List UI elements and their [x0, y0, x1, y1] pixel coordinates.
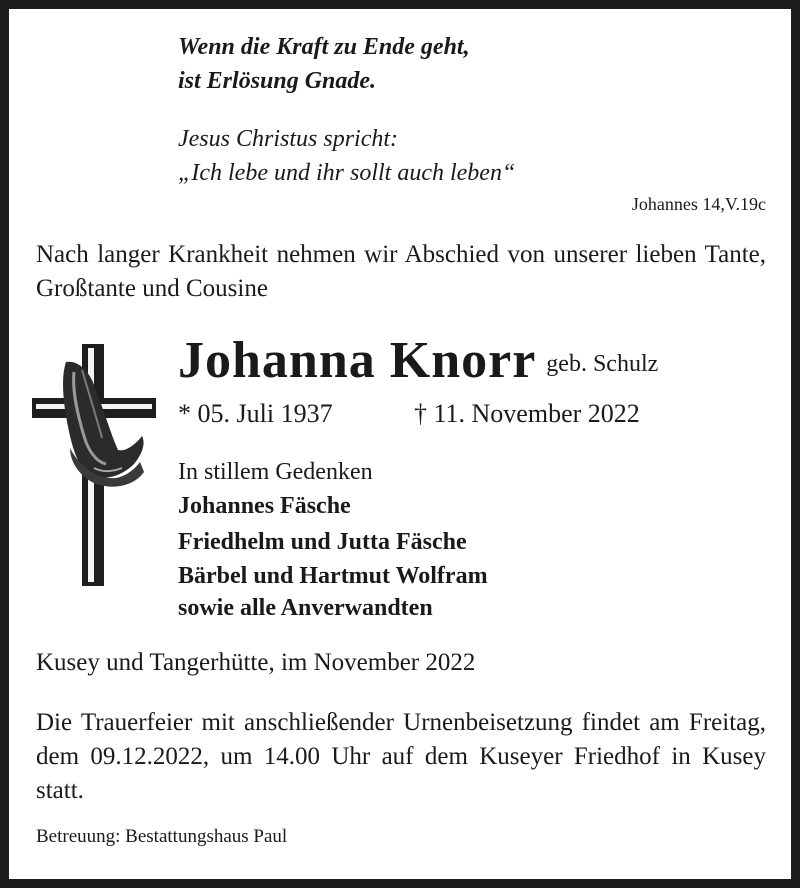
- maiden-name: geb. Schulz: [546, 351, 659, 377]
- scripture-reference: Johannes 14,V.19c: [631, 194, 766, 214]
- mourners-heading: In stillem Gedenken: [178, 459, 373, 485]
- death-date: † 11. November 2022: [414, 399, 640, 428]
- birth-date: * 05. Juli 1937: [178, 399, 333, 428]
- scripture-line-1: Jesus Christus spricht:: [178, 126, 399, 152]
- intro-text: Nach langer Krankheit nehmen wir Abschied von unserer lieben Tante, Großtante und Cousine: [36, 241, 766, 302]
- deceased-name: [178, 330, 658, 395]
- mourner-name: Johannes Fäsche: [178, 493, 351, 519]
- deceased-full-name: Johanna Knorr: [178, 332, 537, 389]
- verse-line-1: Wenn die Kraft zu Ende geht,: [178, 34, 470, 60]
- verse-line-2: ist Erlösung Gnade.: [178, 68, 377, 94]
- funeral-notice: Die Trauerfeier mit anschließender Urnenbeisetzung findet am Freitag, dem 09.12.2022, um 14.00 Uhr auf dem Kuseyer Friedhof in Kusey statt.: [36, 709, 766, 804]
- mourner-name: sowie alle Anverwandten: [178, 595, 433, 621]
- mourner-name: Bärbel und Hartmut Wolfram: [178, 563, 488, 589]
- scripture-line-2: „Ich lebe und ihr sollt auch leben“: [178, 160, 516, 186]
- mourner-name: Friedhelm und Jutta Fäsche: [178, 529, 467, 555]
- cross-with-praying-hands-icon: [30, 340, 160, 590]
- place-and-date: Kusey und Tangerhütte, im November 2022: [36, 649, 476, 676]
- undertaker-credit: Betreuung: Bestattungshaus Paul: [36, 826, 288, 847]
